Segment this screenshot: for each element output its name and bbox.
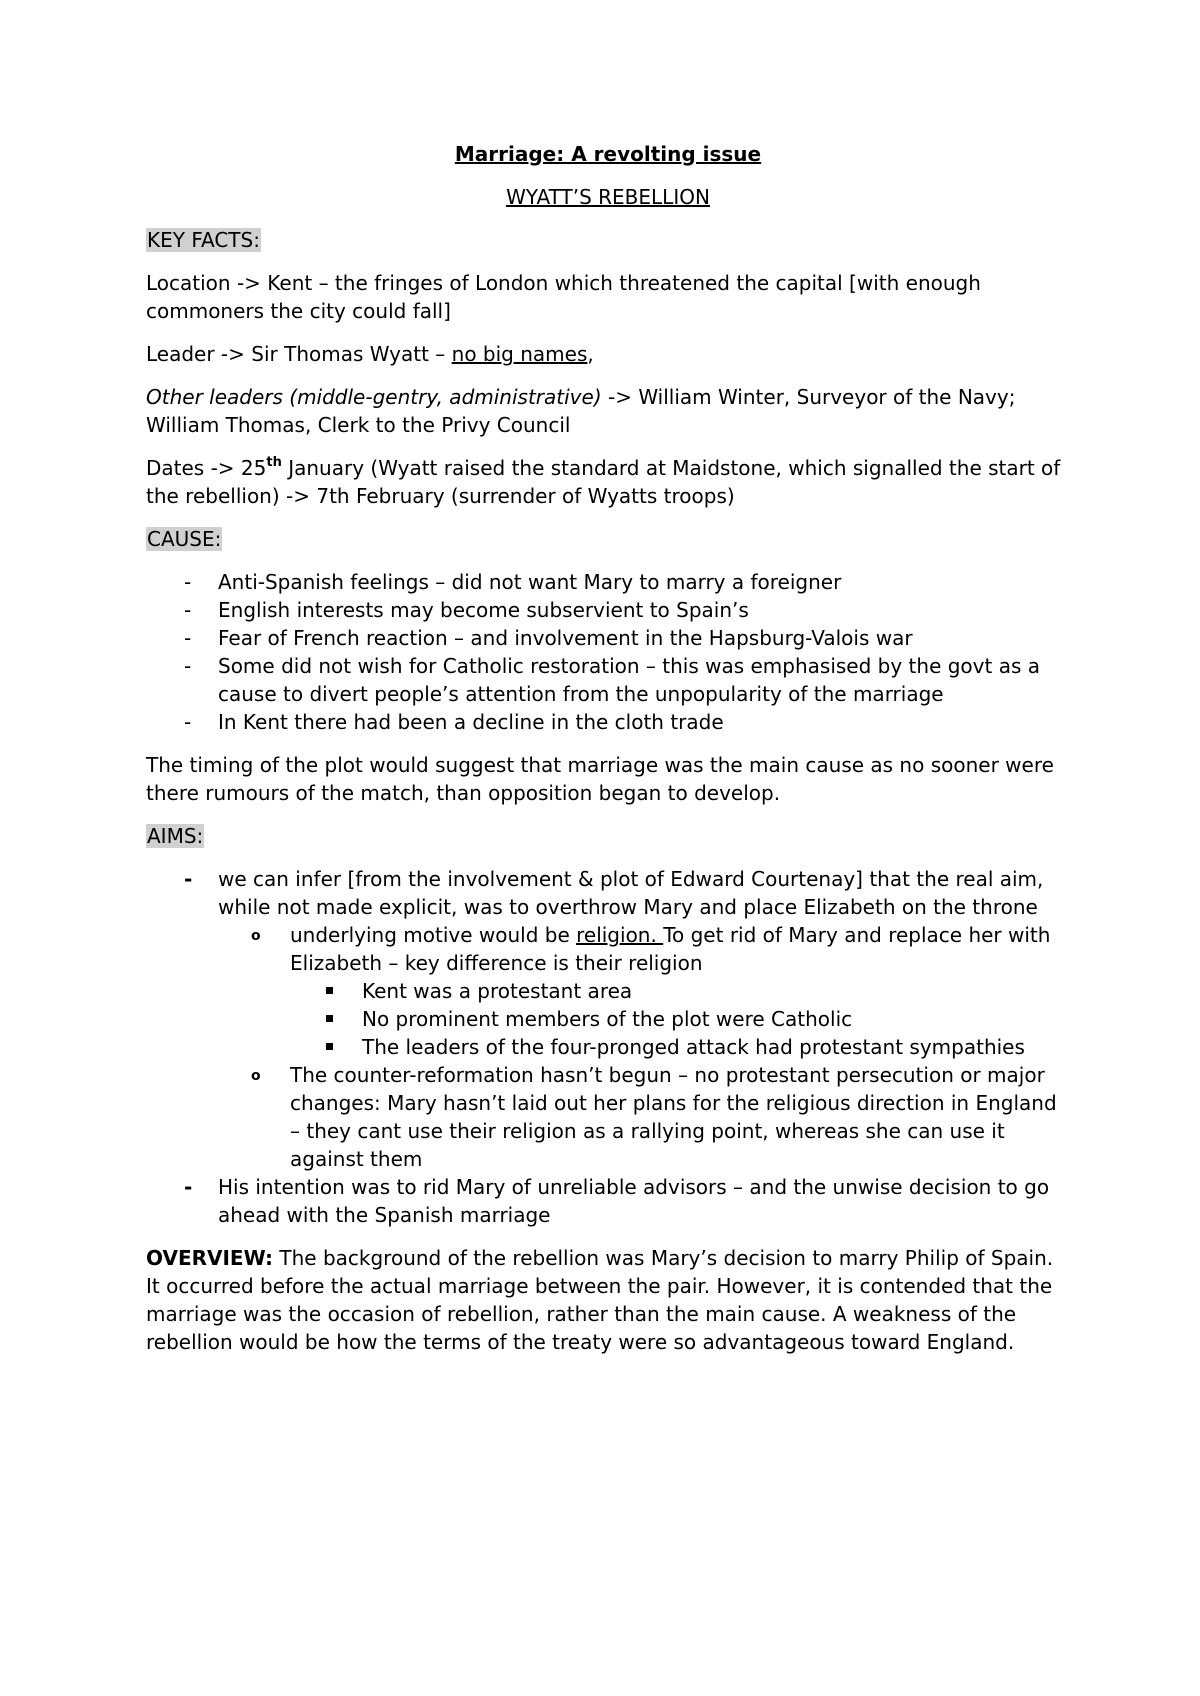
overview-paragraph: OVERVIEW: The background of the rebellion was Mary’s decision to marry Philip of Spain. It occurred before the actual marriage between the pair. However, it is contended that the marriage was the occasion of rebellion, rather than the main cause. A weakness of the rebellion would be how the terms of the treaty were so advantageous toward England. — [146, 1246, 1054, 1354]
aims-heading: AIMS: — [147, 824, 204, 848]
document-page — [146, 140, 1070, 1371]
key-facts-heading: KEY FACTS: — [147, 228, 260, 252]
list-item: - we can infer [from the involvement & plot of Edward Courtenay] that the real aim, while not made explicit, was to overthrow Mary and place Elizabeth on the throne o underlying motive would be religion. To get rid of Mary and replace her with Elizabeth – key difference is their religion Kent was a protestant area No prominent members of the plot were Catholic The leaders of the four-pronged attack had protestant sympathies o The counter-reformation hasn’t begun – no protestant persecution or major changes: Mary hasn’t laid out her plans for the religious direction in England – they cant use their religion as a rallying point, whereas she can use it against them — [146, 865, 1070, 1173]
square-bullet-icon — [326, 987, 333, 994]
other-leaders-paragraph: Other leaders (middle-gentry, administrative) -> William Winter, Surveyor of the Navy; William Thomas, Clerk to the Privy Council — [146, 385, 1016, 437]
timing-paragraph: The timing of the plot would suggest that marriage was the main cause as no sooner were there rumours of the match, than opposition began to develop. — [146, 753, 1054, 805]
aims-list — [146, 865, 1070, 1229]
list-item: - His intention was to rid Mary of unreliable advisors – and the unwise decision to go ahead with the Spanish marriage — [184, 1175, 1050, 1227]
list-item: o The counter-reformation hasn’t begun – no protestant persecution or major changes: Mary hasn’t laid out her plans for the religious direction in England – they cant use their religion as a rallying point, whereas she can use it against them — [251, 1063, 1057, 1171]
list-item: Kent was a protestant area — [290, 977, 1070, 1005]
leader-emphasis: no big names — [451, 342, 588, 366]
leader-paragraph: Leader -> Sir Thomas Wyatt – no big names, — [146, 342, 594, 366]
location-paragraph: Location -> Kent – the fringes of London which threatened the capital [with enough commoners the city could fall] — [146, 271, 981, 323]
overview-label: OVERVIEW: — [146, 1246, 274, 1270]
list-item: The leaders of the four-pronged attack had protestant sympathies — [290, 1033, 1070, 1061]
cause-list — [146, 568, 1070, 736]
list-item: - Fear of French reaction – and involvement in the Hapsburg-Valois war — [184, 626, 913, 650]
square-bullet-icon — [326, 1043, 333, 1050]
aims-square-list — [290, 977, 1070, 1061]
square-bullet-icon — [326, 1015, 333, 1022]
cause-heading: CAUSE: — [147, 527, 222, 551]
list-item: - English interests may become subservient to Spain’s — [184, 598, 749, 622]
religion-emphasis: religion. — [576, 923, 664, 947]
aims-sublist — [218, 921, 1070, 1173]
list-item: o underlying motive would be religion. To get rid of Mary and replace her with Elizabeth – key difference is their religion Kent was a protestant area No prominent members of the plot were Catholic The leaders of the four-pronged attack had protestant sympathies — [218, 921, 1070, 1061]
document-title: Marriage: A revolting issue — [454, 142, 762, 166]
list-item: - Some did not wish for Catholic restoration – this was emphasised by the govt as a cause to divert people’s attention from the unpopularity of the marriage — [184, 654, 1040, 706]
document-subtitle: WYATT’S REBELLION — [506, 185, 710, 209]
list-item: - Anti-Spanish feelings – did not want Mary to marry a foreigner — [184, 570, 842, 594]
list-item: No prominent members of the plot were Catholic — [290, 1005, 1070, 1033]
dates-paragraph: Dates -> 25th January (Wyatt raised the standard at Maidstone, which signalled the start of the rebellion) -> 7th February (surrender of Wyatts troops) — [146, 455, 1061, 508]
list-item: - In Kent there had been a decline in the cloth trade — [184, 710, 724, 734]
